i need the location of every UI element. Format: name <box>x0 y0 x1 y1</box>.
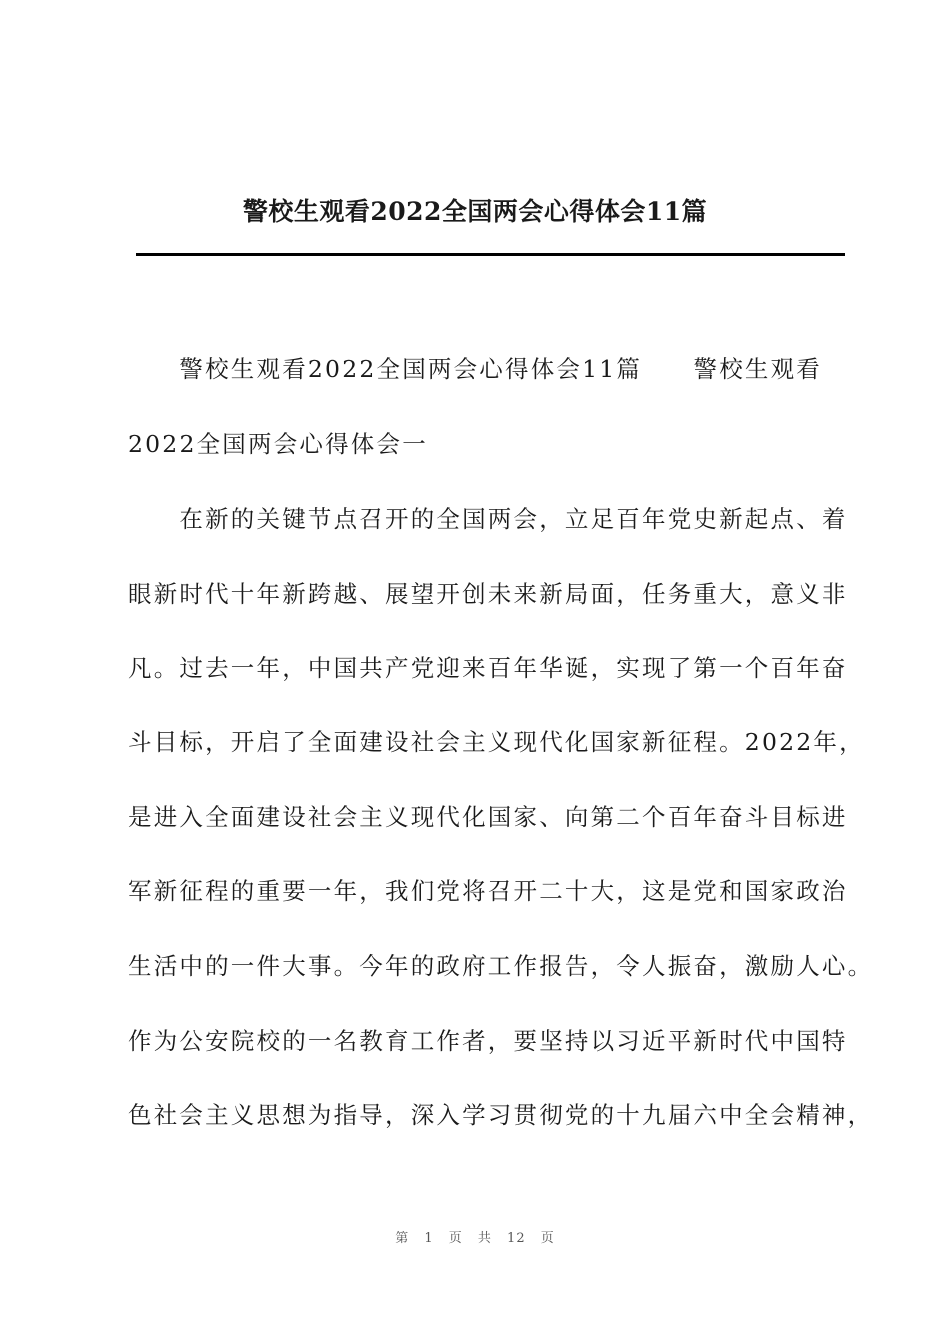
body-line: 色社会主义思想为指导，深入学习贯彻党的十九届六中全会精神， <box>128 1101 874 1129</box>
title-divider <box>136 253 845 256</box>
body-line: 军新征程的重要一年，我们党将召开二十大，这是党和国家政治 <box>128 877 848 905</box>
body-line: 凡。过去一年，中国共产党迎来百年华诞，实现了第一个百年奋 <box>128 654 848 682</box>
body-line: 是进入全面建设社会主义现代化国家、向第二个百年奋斗目标进 <box>128 803 848 831</box>
body-line: 作为公安院校的一名教育工作者，要坚持以习近平新时代中国特 <box>128 1027 848 1055</box>
page-number-footer: 第 1 页 共 12 页 <box>395 1231 555 1246</box>
body-line: 眼新时代十年新跨越、展望开创未来新局面，任务重大，意义非 <box>128 580 848 608</box>
body-line: 生活中的一件大事。今年的政府工作报告，令人振奋，激励人心。 <box>128 952 874 980</box>
document-title: 警校生观看2022全国两会心得体会11篇 <box>242 197 708 226</box>
body-line: 警校生观看2022全国两会心得体会11篇 警校生观看 <box>128 355 823 383</box>
body-line: 斗目标，开启了全面建设社会主义现代化国家新征程。2022年， <box>128 728 865 756</box>
body-line: 2022全国两会心得体会一 <box>128 430 428 458</box>
body-line: 在新的关键节点召开的全国两会，立足百年党史新起点、着 <box>128 505 848 533</box>
